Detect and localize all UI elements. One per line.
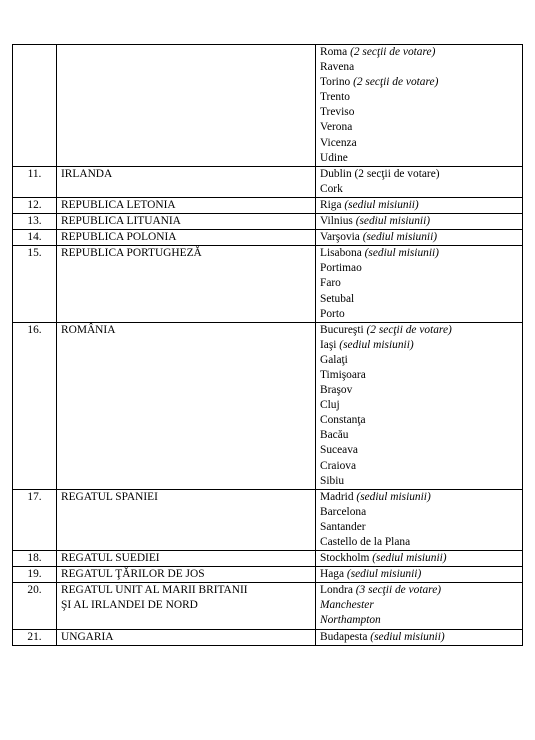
polling-location	[320, 368, 518, 383]
section-note: (sediul misiunii)	[344, 568, 422, 581]
city-name: Barcelona	[320, 505, 367, 518]
polling-location	[320, 398, 518, 413]
country-cell	[57, 45, 316, 167]
country-cell	[57, 489, 316, 550]
sections-cell	[316, 166, 523, 197]
sections-cell	[316, 583, 523, 629]
country-cell	[57, 322, 316, 489]
table-row	[13, 214, 523, 230]
country-name: REPUBLICA POLONIA	[61, 231, 177, 244]
city-name: Madrid	[320, 490, 354, 503]
city-name: Haga	[320, 568, 345, 581]
sections-cell	[316, 489, 523, 550]
polling-location	[320, 136, 518, 151]
city-name: Udine	[320, 151, 348, 164]
polling-sections-table	[12, 44, 523, 646]
section-note: (sediul misiunii)	[336, 338, 414, 351]
sections-cell	[316, 45, 523, 167]
section-note: (2 secţii de votare)	[363, 323, 452, 336]
row-number: 16.	[13, 322, 57, 489]
city-name: Bucureşti	[320, 323, 364, 336]
row-number: 14.	[13, 230, 57, 246]
polling-location	[320, 413, 518, 428]
polling-location	[320, 583, 518, 598]
polling-location	[320, 551, 518, 566]
polling-location	[320, 75, 518, 90]
city-name: Iaşi	[320, 338, 337, 351]
country-name: ROMÂNIA	[61, 323, 116, 336]
table-row	[13, 197, 523, 213]
polling-location	[320, 60, 518, 75]
country-cell	[57, 214, 316, 230]
city-name: Treviso	[320, 106, 355, 119]
country-cell	[57, 583, 316, 629]
table-row	[13, 230, 523, 246]
city-name: Budapesta	[320, 630, 368, 643]
polling-location	[320, 214, 518, 229]
polling-location	[320, 353, 518, 368]
row-number: 15.	[13, 246, 57, 322]
city-name: Cork	[320, 182, 343, 195]
city-name: Sibiu	[320, 474, 345, 487]
city-name: Galaţi	[320, 353, 348, 366]
sections-cell	[316, 197, 523, 213]
row-number	[13, 45, 57, 167]
sections-cell	[316, 214, 523, 230]
polling-location	[320, 567, 518, 582]
polling-location	[320, 230, 518, 245]
city-name: Cluj	[320, 399, 340, 412]
polling-location	[320, 276, 518, 291]
country-name: REGATUL ŢĂRILOR DE JOS	[61, 568, 205, 581]
row-number: 12.	[13, 197, 57, 213]
polling-location	[320, 90, 518, 105]
polling-location	[320, 105, 518, 120]
polling-location	[320, 151, 518, 166]
city-name: Porto	[320, 307, 345, 320]
polling-location	[320, 613, 518, 628]
section-note: (sediul misiunii)	[359, 231, 438, 244]
polling-location	[320, 505, 518, 520]
section-note: (sediul misiunii)	[353, 490, 431, 503]
polling-location	[320, 535, 518, 550]
city-name: Timişoara	[320, 368, 366, 381]
city-name: Suceava	[320, 444, 358, 457]
city-name: Braşov	[320, 384, 353, 397]
section-note: (sediul misiunii)	[361, 247, 439, 260]
polling-location	[320, 490, 518, 505]
row-number: 17.	[13, 489, 57, 550]
country-cell	[57, 197, 316, 213]
country-name: IRLANDA	[61, 167, 113, 180]
country-name: REPUBLICA LETONIA	[61, 198, 176, 211]
table-row	[13, 166, 523, 197]
polling-location	[320, 520, 518, 535]
table-row	[13, 551, 523, 567]
table-row	[13, 45, 523, 167]
sections-cell	[316, 551, 523, 567]
polling-location	[320, 459, 518, 474]
sections-cell	[316, 629, 523, 645]
country-name: REGATUL SPANIEI	[61, 490, 158, 503]
polling-location	[320, 383, 518, 398]
country-cell	[57, 629, 316, 645]
city-name: Craiova	[320, 459, 357, 472]
country-cell	[57, 166, 316, 197]
country-cell	[57, 551, 316, 567]
city-name: Lisabona	[320, 247, 362, 260]
city-name: Dublin (2 secţii de votare)	[320, 167, 440, 180]
city-name: Roma	[320, 46, 348, 58]
section-note: (sediul misiunii)	[341, 198, 419, 211]
country-name: REGATUL UNIT AL MARII BRITANII	[61, 584, 248, 597]
sections-cell	[316, 322, 523, 489]
table-row	[13, 322, 523, 489]
section-note: Manchester	[320, 599, 374, 612]
table-row	[13, 629, 523, 645]
polling-location	[320, 182, 518, 197]
polling-location	[320, 246, 518, 261]
section-note: (sediul misiunii)	[352, 215, 431, 228]
city-name: Verona	[320, 121, 353, 134]
city-name: Londra	[320, 584, 353, 597]
country-name: REPUBLICA LITUANIA	[61, 215, 181, 228]
section-note: (sediul misiunii)	[367, 630, 445, 643]
city-name: Vicenza	[320, 136, 357, 149]
row-number: 18.	[13, 551, 57, 567]
row-number: 19.	[13, 567, 57, 583]
city-name: Faro	[320, 277, 341, 290]
polling-location	[320, 323, 518, 338]
table-row	[13, 489, 523, 550]
polling-location	[320, 598, 518, 613]
city-name: Ravena	[320, 61, 355, 74]
section-note: (3 secţii de votare)	[352, 584, 442, 597]
city-name: Setubal	[320, 292, 355, 305]
table-body	[13, 45, 523, 646]
polling-location	[320, 261, 518, 276]
city-name: Santander	[320, 520, 366, 533]
city-name: Constanţa	[320, 414, 366, 427]
polling-location	[320, 443, 518, 458]
polling-location	[320, 120, 518, 135]
table-row	[13, 567, 523, 583]
sections-cell	[316, 246, 523, 322]
country-cell	[57, 230, 316, 246]
city-name: Riga	[320, 198, 342, 211]
polling-location	[320, 167, 518, 182]
polling-location	[320, 292, 518, 307]
polling-location	[320, 428, 518, 443]
country-name: ŞI AL IRLANDEI DE NORD	[61, 599, 198, 612]
section-note: (sediul misiunii)	[369, 552, 447, 565]
country-name: REPUBLICA PORTUGHEZĂ	[61, 247, 202, 260]
country-cell	[57, 567, 316, 583]
country-name: UNGARIA	[61, 630, 114, 643]
city-name: Vilnius	[320, 215, 353, 228]
city-name: Portimao	[320, 262, 362, 275]
city-name: Trento	[320, 91, 350, 104]
sections-cell	[316, 567, 523, 583]
section-note: (2 secţii de votare)	[347, 46, 436, 58]
sections-cell	[316, 230, 523, 246]
polling-location	[320, 198, 518, 213]
city-name: Bacău	[320, 429, 349, 442]
polling-location	[320, 630, 518, 645]
table-row	[13, 583, 523, 629]
polling-location	[320, 474, 518, 489]
city-name: Stockholm	[320, 552, 370, 565]
country-name: REGATUL SUEDIEI	[61, 552, 160, 565]
city-name: Torino	[320, 76, 351, 89]
city-name: Varşovia	[320, 231, 360, 244]
row-number: 20.	[13, 583, 57, 629]
polling-location	[320, 338, 518, 353]
row-number: 11.	[13, 166, 57, 197]
polling-location	[320, 307, 518, 322]
city-name: Castello de la Plana	[320, 536, 411, 548]
section-note: Northampton	[320, 614, 381, 627]
section-note: (2 secţii de votare)	[350, 76, 439, 89]
row-number: 21.	[13, 629, 57, 645]
table-row	[13, 246, 523, 322]
polling-location	[320, 45, 518, 60]
row-number: 13.	[13, 214, 57, 230]
country-cell	[57, 246, 316, 322]
